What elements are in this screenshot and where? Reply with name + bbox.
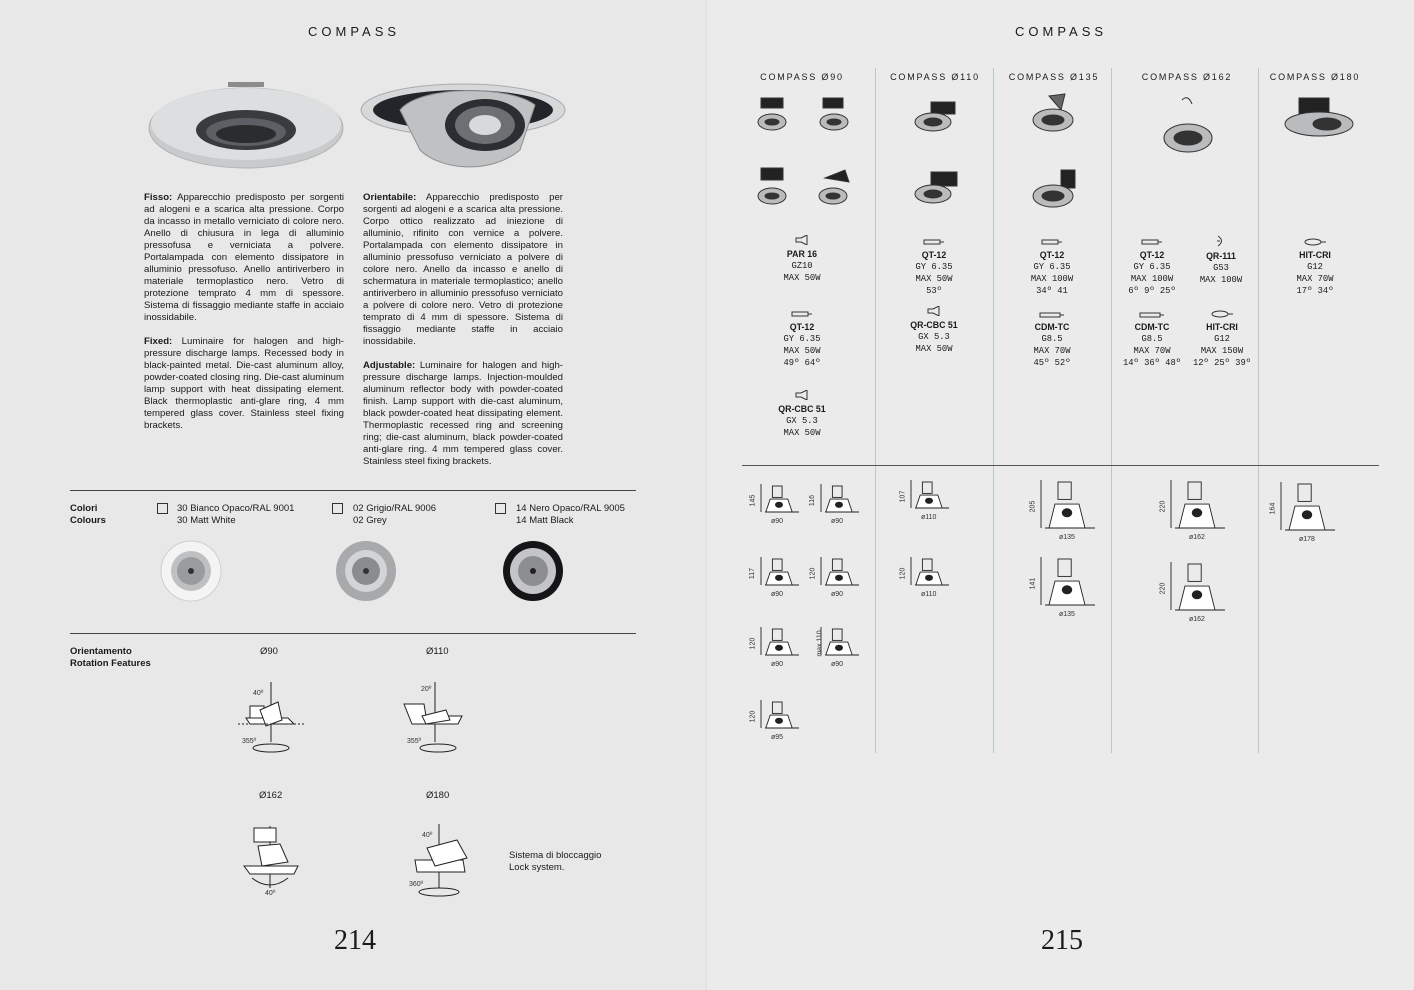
rotation-label-it: Orientamento [70,646,132,657]
technical-drawing [1029,555,1097,618]
lamp-icon [927,306,941,316]
rotation-diagram-90 [238,680,308,760]
colour-swatch-white [157,503,168,514]
lamp-spec [1184,310,1260,369]
lamp-name: QR-111 [1206,251,1236,261]
lamp-name: QT-12 [1139,250,1165,260]
fisso-title: Fisso: [144,192,173,203]
height-dimension: 107 [899,490,907,503]
colour-swatch-grey [332,503,343,514]
column-divider [875,68,876,753]
rotation-diagram-162 [240,822,310,894]
colours-label-it: Colori [70,503,98,514]
lamp-name: QT-12 [921,250,947,260]
height-dimension: 117 [749,567,757,580]
diameter-dimension: ø90 [771,518,784,525]
lamp-power: MAX 50W [915,344,953,354]
lamp-spec [1017,312,1087,369]
colour-swatch-black [495,503,506,514]
lamp-beam-angles: 45º 52º [1033,358,1071,368]
orientabile-text: Apparecchio predisposto per sorgenti ad alogeni e a scarica alta pressione. Corpo ottico realizzato ad iniezione di alluminio, rifinito con vernice a polvere. Portalampada con elemento dissipatore in alluminio pressofuso verniciato a polvere di colore nero. Anello da incasso e anello di schermatura in materiale termoplastico; anello antiriverbero in alluminio pressofuso verniciato a polvere di colore nero. Vetro di protezione temprato di 4 mm di spessore. Sistema di fissaggio mediante staffe in acciaio inossidabile. [363,192,563,347]
colour-name-en: 14 Matt Black [516,515,574,526]
lamp-beam-angles: 12º 25º 39º [1192,358,1252,368]
adjustable-luminaire-photo [360,80,566,174]
lamp-power: MAX 70W [1133,346,1171,356]
rotation-size-label: Ø90 [260,646,278,657]
fixed-paragraph [144,336,344,432]
lamp-name: PAR 16 [786,249,818,259]
lamp-icon [791,310,813,318]
rotation-size-label: Ø180 [426,790,450,801]
diameter-dimension: ø135 [1059,534,1075,541]
diameter-dimension: ø178 [1299,536,1315,543]
colour-option-white [177,503,294,527]
adjustable-description-column [363,192,563,480]
lamp-base: GY 6.35 [915,262,953,272]
technical-drawing [899,555,951,598]
technical-drawing [1029,478,1097,541]
lamp-base: GZ10 [791,261,813,271]
lamp-beam-angles: 6º 9º 25º [1128,286,1176,296]
right-page [707,0,1414,990]
height-dimension: 120 [899,567,907,580]
lamp-spec [1279,238,1351,297]
lamp-power: MAX 50W [783,428,821,438]
grey-finish-photo [335,540,397,602]
column-divider [1111,68,1112,753]
height-dimension: 120 [749,637,757,650]
tilt-angle: 40º [422,832,433,839]
lamp-spec [1114,238,1190,297]
column-header: COMPASS Ø180 [1269,72,1361,82]
fixed-luminaire-photo [146,78,346,172]
colour-option-black [516,503,625,527]
lamp-base: GX 5.3 [918,332,950,342]
colour-name-it: 02 Grigio/RAL 9006 [353,503,437,514]
lamp-name: CDM-TC [1134,322,1170,332]
lamp-beam-angles: 17º 34º [1296,286,1334,296]
orientabile-title: Orientabile: [363,192,417,203]
lamp-power: MAX 100W [1130,274,1174,284]
lamp-name: QT-12 [1039,250,1065,260]
technical-drawing [1269,480,1337,543]
diameter-dimension: ø162 [1189,534,1205,541]
lamp-base: GY 6.35 [783,334,821,344]
fixed-description-column [144,192,344,444]
lamp-icon [1139,312,1165,318]
rotation-diagram-110 [402,680,472,760]
lamp-power: MAX 150W [1200,346,1244,356]
lamp-power: MAX 70W [1296,274,1334,284]
column-divider [1258,68,1259,753]
adjustable-text: Luminaire for halogen and high-pressure discharge lamps. Injection-moulded aluminum reflector body with powder-coated finish. Lamp support with die-cast aluminum, black powder-coated heat dissipating element. Thermoplastic recessed ring and screening ring; die-cast aluminum, black powder-coated anti-glare ring. 4 mm tempered glass cover. Stainless steel fixing brackets. [363,360,563,467]
page-number: 215 [1041,925,1083,956]
lamp-base: G12 [1214,334,1230,344]
fixed-title: Fixed: [144,336,173,347]
pan-angle: 355º [242,738,257,745]
lamp-icon [795,390,809,400]
height-dimension: 145 [749,494,757,507]
diameter-dimension: ø90 [831,591,844,598]
column-divider [993,68,994,753]
technical-drawing [816,625,861,668]
lock-note-en: Lock system. [509,862,565,873]
page-title: COMPASS [308,24,401,39]
lamp-base: GX 5.3 [786,416,818,426]
lamp-power: MAX 100W [1030,274,1074,284]
compass-110-variants-photo [907,96,967,216]
lamp-power: MAX 50W [915,274,953,284]
lamp-spec [767,310,837,369]
height-dimension: 220 [1159,500,1167,513]
pan-angle: 360º [409,881,424,888]
diameter-dimension: ø110 [921,514,937,521]
lamp-spec [893,306,975,355]
height-dimension: 220 [1159,582,1167,595]
black-finish-photo [502,540,564,602]
divider [70,633,636,634]
rotation-label-en: Rotation Features [70,658,151,669]
adjustable-title: Adjustable: [363,360,416,371]
column-header: COMPASS Ø135 [1008,72,1100,82]
lock-system-note [509,850,601,874]
lamp-spec [1190,235,1252,286]
fixed-text: Luminaire for halogen and high-pressure discharge lamps. Recessed body in black-painted metal. Die-cast aluminum alloy, powder-coated closing ring. Die-cast aluminum lamp support with heat dissipating element. Black thermoplastic anti-glare ring, 4 mm tempered glass cover. Stainless steel fixing brackets. [144,336,344,431]
lamp-power: MAX 100W [1199,275,1243,285]
colours-label-en: Colours [70,515,106,526]
height-dimension: 120 [809,567,817,580]
lamp-name: CDM-TC [1034,322,1070,332]
technical-drawing [749,698,801,741]
lamp-icon [1216,235,1226,247]
pan-angle: 355º [407,738,422,745]
technical-drawing [1159,478,1227,541]
lamp-beam-angles: 14º 36º 48º [1122,358,1182,368]
diameter-dimension: ø90 [831,518,844,525]
lamp-base: GY 6.35 [1033,262,1071,272]
colour-name-en: 30 Matt White [177,515,236,526]
lamp-icon [1303,238,1327,246]
fisso-text: Apparecchio predisposto per sorgenti ad alogeni e a scarica alta pressione. Corpo da incasso in metallo verniciato di colore nero. Anello di chiusura in lega di alluminio pressofusa e verniciata a polvere. Portalampada con elemento dissipatore in alluminio pressofuso. Anello antiriverbero in materiale termoplastico nero. Vetro di protezione temprato 4 mm di spessore. Sistema di fissaggio mediante staffe in acciaio inossidabile. [144,192,344,323]
diameter-dimension: ø90 [831,661,844,668]
lamp-spec [899,238,969,297]
column-header: COMPASS Ø162 [1141,72,1233,82]
height-dimension: 141 [1029,577,1037,590]
height-dimension: 116 [809,494,817,507]
technical-drawing [809,482,861,525]
lamp-beam-angles: 34º 41 [1036,286,1068,296]
divider [70,490,636,491]
fisso-paragraph [144,192,344,324]
colours-label [70,503,106,527]
colour-name-en: 02 Grey [353,515,387,526]
column-header: COMPASS Ø90 [760,72,844,82]
lamp-power: MAX 70W [1033,346,1071,356]
page-title: COMPASS [1015,24,1108,39]
lamp-name: HIT-CRI [1299,250,1331,260]
compass-162-photo [1162,94,1218,164]
technical-drawing [749,482,801,525]
lamp-base: G12 [1307,262,1323,272]
rotation-size-label: Ø162 [259,790,283,801]
lamp-base: G8.5 [1041,334,1063,344]
rotation-size-label: Ø110 [426,646,449,657]
page-number: 214 [334,925,376,956]
lamp-icon [1141,238,1163,246]
colour-name-it: 14 Nero Opaco/RAL 9005 [516,503,625,514]
compass-135-variants-photo [1029,92,1089,216]
lamp-base: G53 [1213,263,1229,273]
lamp-icon [1210,310,1234,318]
diameter-dimension: ø110 [921,591,937,598]
lamp-name: HIT-CRI [1206,322,1238,332]
diameter-dimension: ø162 [1189,616,1205,623]
lamp-spec [767,235,837,284]
technical-drawing [1159,560,1227,623]
lamp-beam-angles: 49º 64º [783,358,821,368]
column-header: COMPASS Ø110 [890,72,980,82]
height-dimension: 120 [749,710,757,723]
lock-note-it: Sistema di bloccaggio [509,850,602,861]
lamp-power: MAX 50W [783,273,821,283]
adjustable-paragraph [363,360,563,468]
diameter-dimension: ø135 [1059,611,1075,618]
lamp-icon [1039,312,1065,318]
compass-90-variants-photo [751,92,869,222]
tilt-angle: 40º [253,690,264,697]
diameter-dimension: ø95 [771,734,784,741]
diameter-dimension: ø90 [771,591,784,598]
tilt-angle: 40º [265,890,276,897]
lamp-name: QR-CBC 51 [778,404,826,414]
diameter-dimension: ø90 [771,661,784,668]
technical-drawing [809,555,861,598]
lamp-icon [795,235,809,245]
rotation-label [70,646,151,670]
lamp-beam-angles: 53º [926,286,942,296]
lamp-name: QT-12 [789,322,815,332]
technical-drawing [899,478,951,521]
lamp-spec [1017,238,1087,297]
height-dimension: 164 [1269,502,1277,515]
lamp-name: QR-CBC 51 [910,320,958,330]
colour-option-grey [353,503,436,527]
orientabile-paragraph [363,192,563,348]
tilt-angle: 20º [421,686,432,693]
colour-name-it: 30 Bianco Opaco/RAL 9001 [177,503,295,514]
lamp-spec [762,390,842,439]
technical-drawing [749,625,801,668]
technical-drawing [749,555,801,598]
white-finish-photo [160,540,222,602]
divider [742,465,1379,466]
height-dimension: max 110 [816,630,824,657]
lamp-icon [1041,238,1063,246]
lamp-base: GY 6.35 [1133,262,1171,272]
lamp-power: MAX 50W [783,346,821,356]
lamp-icon [923,238,945,246]
lamp-base: G8.5 [1141,334,1163,344]
lamp-spec [1114,312,1190,369]
compass-180-photo [1283,94,1359,144]
height-dimension: 205 [1029,500,1037,513]
